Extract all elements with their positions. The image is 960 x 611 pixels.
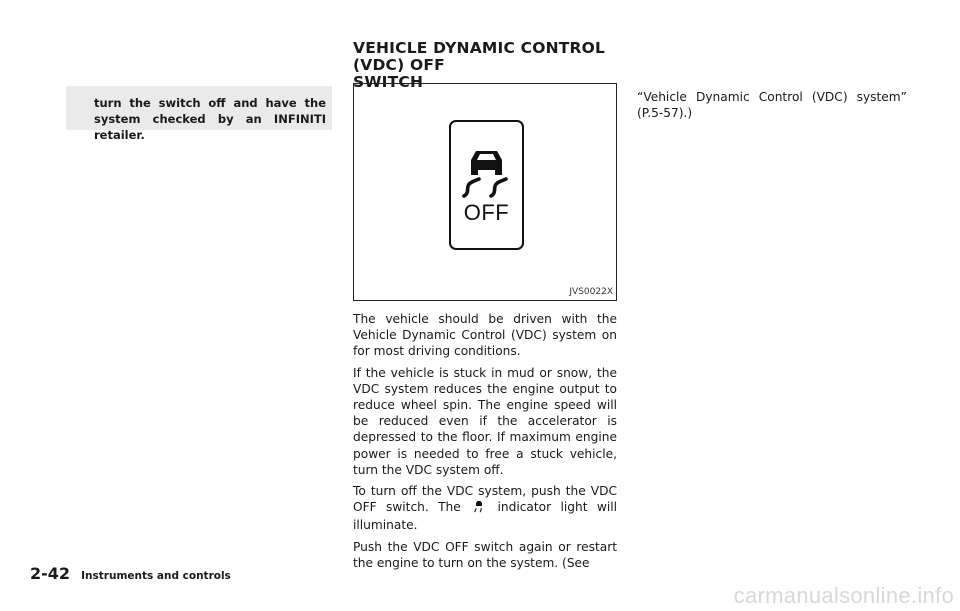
paragraph-4: Push the VDC OFF switch again or restart the engine to turn on the system. (See (353, 539, 617, 570)
paragraph-3 (353, 483, 617, 534)
figure-code: JVS0022X (569, 287, 613, 297)
page-footer (30, 564, 231, 583)
vdc-off-switch-icon (449, 120, 524, 250)
vdc-switch-figure (353, 83, 617, 301)
right-column-text: “Vehicle Dynamic Control (VDC) system” (P.5-57).) (637, 90, 907, 121)
section-title-line2: SWITCH (353, 73, 424, 91)
watermark: carmanualsonline.info (733, 583, 954, 608)
section-title-line1: VEHICLE DYNAMIC CONTROL (VDC) OFF (353, 39, 606, 74)
paragraph-2: If the vehicle is stuck in mud or snow, the VDC system reduces the engine output to reduce wheel spin. The engine speed will be reduced even if the accelerator is depressed to the floor. If maximum engine power is needed to free a stuck vehicle, turn the VDC system off. (353, 365, 617, 477)
switch-off-label: OFF (463, 200, 510, 225)
page-number: 2-42 (30, 564, 71, 583)
paragraph-1: The vehicle should be driven with the Vehicle Dynamic Control (VDC) system on for most driving conditions. (353, 312, 617, 359)
vdc-off-indicator-icon (470, 500, 488, 517)
paragraph-3-start: To turn off the VDC system, push the VDC OFF switch. The (353, 484, 617, 515)
skidding-car-icon (459, 144, 514, 200)
warning-text: turn the switch off and have the system checked by an INFINITI retailer. (94, 96, 326, 142)
footer-section-name: Instruments and controls (81, 570, 231, 582)
paragraph-3-end: indicator light will illuminate. (353, 500, 617, 533)
body-column (353, 311, 617, 571)
